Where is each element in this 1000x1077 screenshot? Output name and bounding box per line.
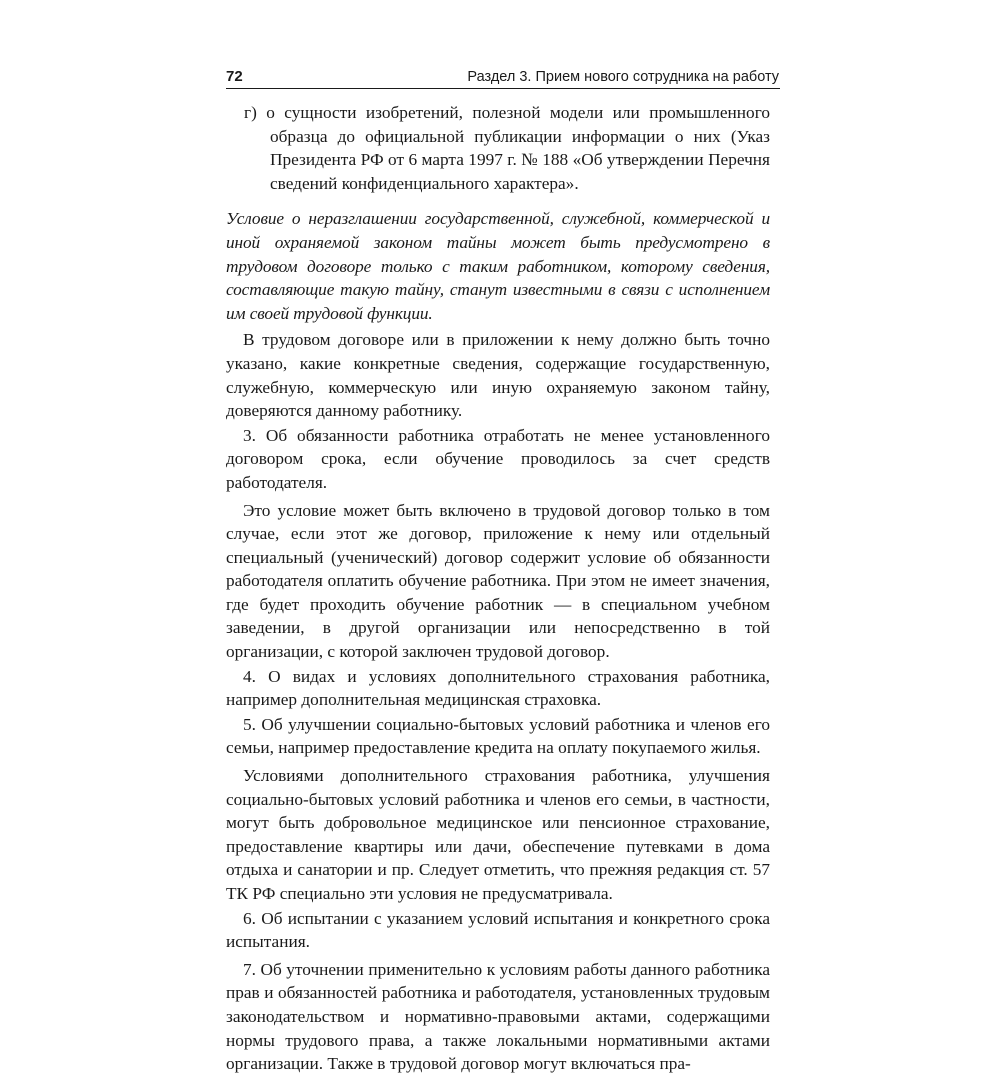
paragraph: В трудовом договоре или в приложении к нему должно быть точно указано, какие конкретные сведения, содержащие государственную, служебную, коммерческую или иную охраняемую законом тайну, доверяются данному работнику. <box>226 330 770 421</box>
list-item-5: 5. Об улучшении социально-бытовых условий работника и членов его семьи, например предоставление кредита на оплату покупаемого жилья. <box>226 714 770 758</box>
italic-note: Условие о неразглашении государственной, служебной, коммерческой и иной охраняемой законом тайны может быть предусмотрено в трудовом договоре только с таким работником, которому сведения, составляющие такую тайну, станут известными в связи с исполнением им своей трудовой функции. <box>226 209 770 323</box>
list-item-3: 3. Об обязанности работника отработать не менее установленного договором срока, если обучение проводилось за счет средств работодателя. <box>226 425 770 492</box>
list-item-4: 4. О видах и условиях дополнительного страхования работника, например дополнительная медицинская страховка. <box>226 666 770 710</box>
section-title: Раздел 3. Прием нового сотрудника на работу <box>467 69 779 85</box>
list-item-6: 6. Об испытании с указанием условий испытания и конкретного срока испытания. <box>226 908 770 952</box>
list-item-7: 7. Об уточнении применительно к условиям работы данного работника прав и обязанностей работника и работодателя, установленных трудовым законодательством и нормативно-правовыми актами, содержащими нормы трудового права, а также локальными нормативными актами организации. Также в трудовой договор могут включаться пра- <box>226 959 770 1074</box>
body-text <box>226 101 770 1077</box>
running-head <box>226 66 780 89</box>
page-number: 72 <box>226 68 243 85</box>
list-item-g: г) о сущности изобретений, полезной модели или промышленного образца до официальной публикации информации о них (Указ Президента РФ от 6 марта 1997 г. № 188 «Об утверждении Перечня сведений конфиденциального характера». <box>244 103 770 193</box>
paragraph: Условиями дополнительного страхования работника, улучшения социально-бытовых условий работника и членов его семьи, в частности, могут быть добровольное медицинское или пенсионное страхование, предоставление квартиры или дачи, обеспечение путевками в дома отдыха и санатории и пр. Следует отметить, что прежняя редакция ст. 57 ТК РФ специально эти условия не предусматривала. <box>226 766 770 903</box>
paragraph: Это условие может быть включено в трудовой договор только в том случае, если этот же договор, приложение к нему или отдельный специальный (ученический) договор содержит условие об обязанности работодателя оплатить обучение работника. При этом не имеет значения, где будет проходить обучение работник — в специальном учебном заведении, в другой организации или непосредственно в той организации, с которой заключен трудовой договор. <box>226 500 770 662</box>
